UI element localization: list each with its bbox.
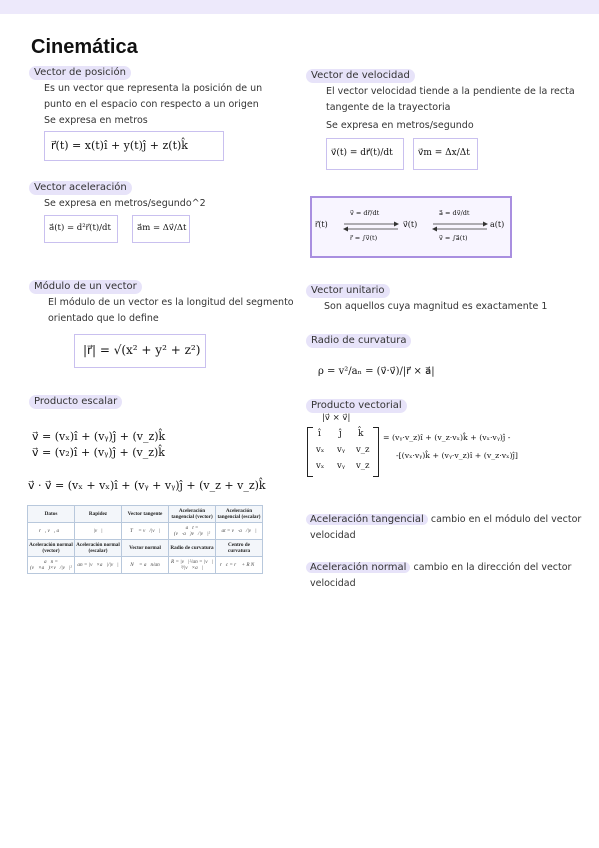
- table-cell: Aceleración tangencial (escalar): [216, 506, 263, 523]
- label-modulo-vector: Módulo de un vector: [29, 280, 142, 294]
- table-row: [28, 506, 263, 523]
- page-title: Cinemática: [31, 36, 138, 58]
- velocidad-formula1: v⃗(t) = dr⃗(t)/dt: [331, 148, 393, 158]
- escalar-eq1: v⃗ = (vₓ)î + (vᵧ)ĵ + (v_z)k̂: [32, 430, 166, 443]
- posicion-line1: Es un vector que representa la posición de un: [44, 83, 263, 94]
- aceleracion-formula1-box: [44, 215, 118, 243]
- posicion-line2: punto en el espacio con respecto a un origen: [44, 99, 259, 110]
- vectorial-result-1: = (vᵧ·v_z)î + (v_z·vₓ)k̂ + (vₓ·vᵧ)ĵ -: [383, 433, 511, 442]
- normal-text2: velocidad: [310, 578, 356, 589]
- modulo-formula-box: [74, 334, 206, 368]
- matrix-cell: vₓ: [316, 445, 325, 455]
- matrix-cell: v_z: [356, 461, 370, 471]
- posicion-formula: r⃗(t) = x(t)î + y(t)ĵ + z(t)k̂: [51, 139, 188, 152]
- table-cell: |v⃗|: [75, 523, 122, 540]
- label-vector-unitario: Vector unitario: [306, 284, 390, 298]
- modulo-formula: |r⃗| = √(x² + y² + z²): [83, 343, 201, 357]
- matrix-cell: k̂: [358, 429, 364, 439]
- escalar-eq2: v⃗ = (v₂)î + (vᵧ)ĵ + (v_z)k̂: [32, 446, 165, 459]
- aceleracion-line1: Se expresa en metros/segundo^2: [44, 198, 206, 209]
- table-cell: at = v⃗·a⃗/|v⃗|: [216, 523, 263, 540]
- vectorial-result-2: -[(vₓ·vᵧ)k̂ + (vᵧ·v_z)î + (v_z·vₓ)ĵ]: [396, 451, 518, 460]
- normal-block: [306, 560, 586, 576]
- curvatura-formula: ρ = v²/aₙ = (v⃗·v⃗)/|r⃗ × a⃗|: [318, 366, 435, 377]
- label-radio-curvatura: Radio de curvatura: [306, 334, 411, 348]
- table-cell: a⃗t = (v⃗·a⃗)v⃗/|v⃗|²: [169, 523, 216, 540]
- table-cell: Vector normal: [122, 540, 169, 557]
- label-aceleracion-normal: Aceleración normal: [306, 562, 410, 573]
- table-cell: R = |v⃗|²/an = |v⃗|³/|v⃗×a⃗|: [169, 557, 216, 574]
- table-cell: an = |v⃗×a⃗|/|v⃗|: [75, 557, 122, 574]
- table-cell: Vector tangente: [122, 506, 169, 523]
- matrix-cell: ĵ: [339, 429, 342, 439]
- velocidad-line1: El vector velocidad tiende a la pendiente de la recta: [326, 86, 575, 97]
- label-producto-escalar: Producto escalar: [29, 395, 122, 409]
- label-producto-vectorial: Producto vectorial: [306, 399, 407, 413]
- aceleracion-formula2: a⃗m = Δv⃗/Δt: [137, 223, 187, 233]
- diagram-top-derivative-1: v⃗ = dr⃗/dt: [350, 209, 380, 217]
- kinematics-table: [27, 505, 263, 574]
- diagram-top-derivative-2: a⃗ = dv⃗/dt: [439, 209, 470, 217]
- table-row: [28, 523, 263, 540]
- table-cell: N⃗ = a⃗n/an: [122, 557, 169, 574]
- label-vector-velocidad: Vector de velocidad: [306, 69, 415, 83]
- tangencial-text2: velocidad: [310, 530, 356, 541]
- table-row: [28, 557, 263, 574]
- posicion-formula-box: [44, 131, 224, 161]
- label-vector-posicion: Vector de posición: [29, 66, 131, 80]
- matrix-cell: vₓ: [316, 461, 325, 471]
- diagram-bottom-integral-2: v⃗ = ∫a⃗(t): [439, 234, 468, 242]
- top-banner: [0, 0, 599, 14]
- label-vector-aceleracion: Vector aceleración: [29, 181, 132, 195]
- tangencial-block: [306, 512, 586, 528]
- diagram-v-of-t: v⃗(t): [403, 220, 418, 229]
- table-cell: r⃗, v⃗, a⃗: [28, 523, 75, 540]
- table-cell: Aceleración tangencial (vector): [169, 506, 216, 523]
- diagram-r-of-t: r⃗(t): [315, 220, 328, 229]
- unitario-line1: Son aquellos cuya magnitud es exactamente 1: [324, 301, 548, 312]
- aceleracion-formula1: a⃗(t) = d²r⃗(t)/dt: [49, 223, 111, 233]
- table-cell: Aceleración normal (escalar): [75, 540, 122, 557]
- velocidad-line2: tangente de la trayectoria: [326, 102, 451, 113]
- table-cell: a⃗n = (v⃗×a⃗)×v⃗/|v⃗|²: [28, 557, 75, 574]
- matrix-cell: î: [318, 429, 321, 439]
- table-cell: Rapidez: [75, 506, 122, 523]
- tangencial-text1: cambio en el módulo del vector: [430, 514, 582, 525]
- table-cell: Aceleración normal (vector): [28, 540, 75, 557]
- velocidad-line3: Se expresa en metros/segundo: [326, 120, 474, 131]
- modulo-line1: El módulo de un vector es la longitud del segmento: [48, 297, 294, 308]
- table-cell: Datos: [28, 506, 75, 523]
- table-row: [28, 540, 263, 557]
- matrix-cell: v_z: [356, 445, 370, 455]
- label-aceleracion-tangencial: Aceleración tangencial: [306, 514, 428, 525]
- diagram-bottom-integral-1: r⃗ = ∫v⃗(t): [350, 234, 378, 242]
- diagram-a-of-t: a(t): [490, 220, 505, 229]
- velocidad-formula2-box: [413, 138, 478, 170]
- velocidad-formula2: v⃗m = Δx/Δt: [418, 148, 470, 158]
- aceleracion-formula2-box: [132, 215, 190, 243]
- normal-text1: cambio en la dirección del vector: [413, 562, 572, 573]
- matrix-cell: vᵧ: [337, 445, 346, 455]
- velocidad-formula1-box: [326, 138, 404, 170]
- vectorial-top: |v⃗ × v⃗|: [322, 413, 351, 423]
- escalar-eq3: v⃗ · v⃗ = (vₓ + vₓ)î + (vᵧ + vᵧ)ĵ + (v_z + v_z)k̂: [28, 479, 266, 492]
- derivative-integral-diagram: [310, 196, 512, 258]
- matrix-cell: vᵧ: [337, 461, 346, 471]
- table-cell: T⃗ = v⃗/|v⃗|: [122, 523, 169, 540]
- vectorial-matrix: [307, 427, 379, 477]
- posicion-line3: Se expresa en metros: [44, 115, 148, 126]
- modulo-line2: orientado que lo define: [48, 313, 159, 324]
- table-cell: Centro de curvatura: [216, 540, 263, 557]
- table-cell: Radio de curvatura: [169, 540, 216, 557]
- table-cell: r⃗c = r⃗ + R N⃗: [216, 557, 263, 574]
